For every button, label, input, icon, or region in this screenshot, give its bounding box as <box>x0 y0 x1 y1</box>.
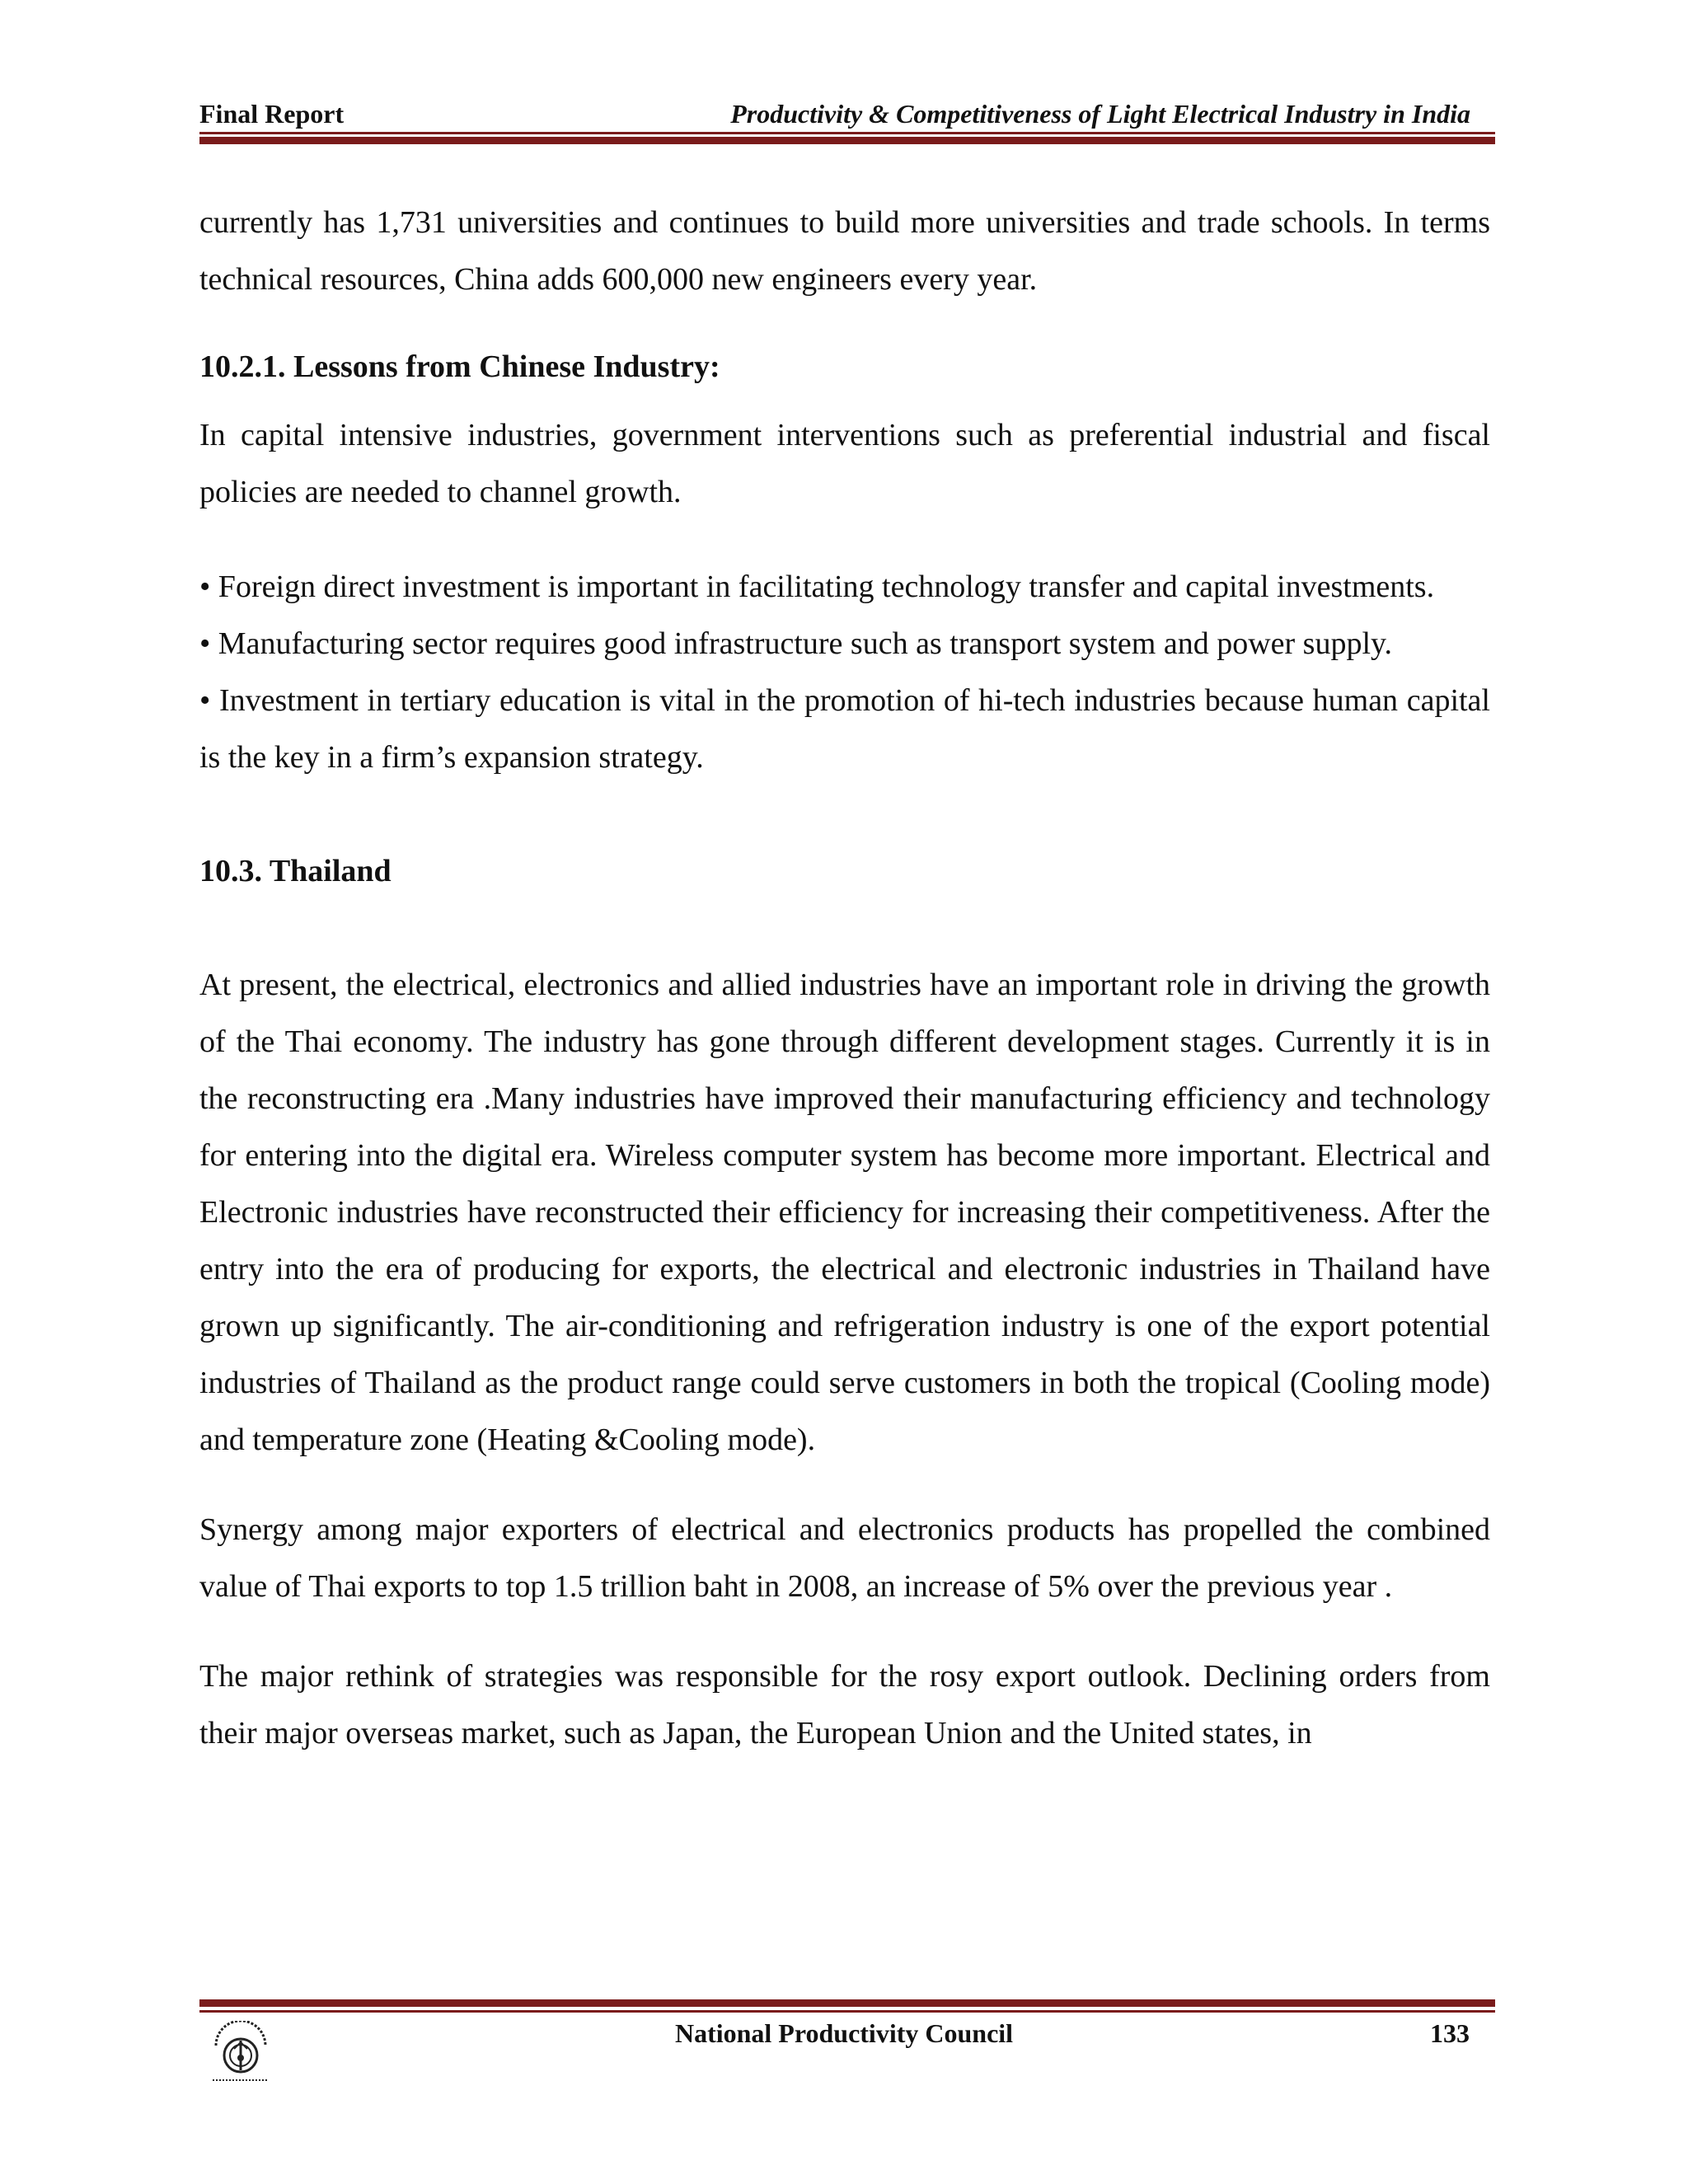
paragraph-china-universities: currently has 1,731 universities and continues to build more universities and trade schools. In terms technical resources, China adds 600,000 new engineers every year. <box>199 205 1490 297</box>
section-heading-thailand: 10.3. Thailand <box>199 854 392 888</box>
page-body <box>199 194 1490 1762</box>
footer-rule-thick <box>199 1999 1495 2007</box>
paragraph-thai-industry: At present, the electrical, electronics and allied industries have an important role in driving the growth of the Thai economy. The industry has gone through different development stages. Currently it is in the reconstructing era .Many industries have improved their manufacturing efficiency and technology for entering into the digital era. Wireless computer system has become more important. Electrical and Electronic industries have reconstructed their efficiency for increasing their competitiveness. After the entry into the era of producing for exports, the electrical and electronic industries in Thailand have grown up significantly. The air-conditioning and refrigeration industry is one of the export potential industries of Thailand as the product range could serve customers in both the tropical (Cooling mode) and temperature zone (Heating &Cooling mode). <box>199 968 1490 1457</box>
header-left-title: Final Report <box>199 99 345 129</box>
header-rule-thin <box>199 132 1495 134</box>
paragraph-strategy-rethink: The major rethink of strategies was responsible for the rosy export outlook. Declining orders from their major overseas market, such as Japan, the European Union and the United states, in <box>199 1659 1490 1750</box>
bullet-manufacturing-infrastructure: • Manufacturing sector requires good infrastructure such as transport system and power supply. <box>199 626 1393 661</box>
paragraph-thai-exports: Synergy among major exporters of electrical and electronics products has propelled the combined value of Thai exports to top 1.5 trillion baht in 2008, an increase of 5% over the previous year . <box>199 1512 1490 1604</box>
page-number: 133 <box>1430 2018 1470 2048</box>
bullet-foreign-investment: • Foreign direct investment is important in facilitating technology transfer and capital investments. <box>199 569 1435 604</box>
section-heading-lessons: 10.2.1. Lessons from Chinese Industry: <box>199 349 720 384</box>
paragraph-capital-intensive: In capital intensive industries, government interventions such as preferential industrial and fiscal policies are needed to channel growth. <box>199 418 1490 509</box>
footer-organization: National Productivity Council <box>674 2018 1014 2048</box>
page-header <box>199 97 1495 130</box>
header-right-title: Productivity & Competitiveness of Light Electrical Industry in India <box>730 99 1470 129</box>
bullet-tertiary-education: • Investment in tertiary education is vital in the promotion of hi-tech industries because human capital is the key in a firm’s expansion strategy. <box>199 683 1490 775</box>
footer-rule-thin <box>199 2010 1495 2013</box>
header-rule-thick <box>199 137 1495 144</box>
